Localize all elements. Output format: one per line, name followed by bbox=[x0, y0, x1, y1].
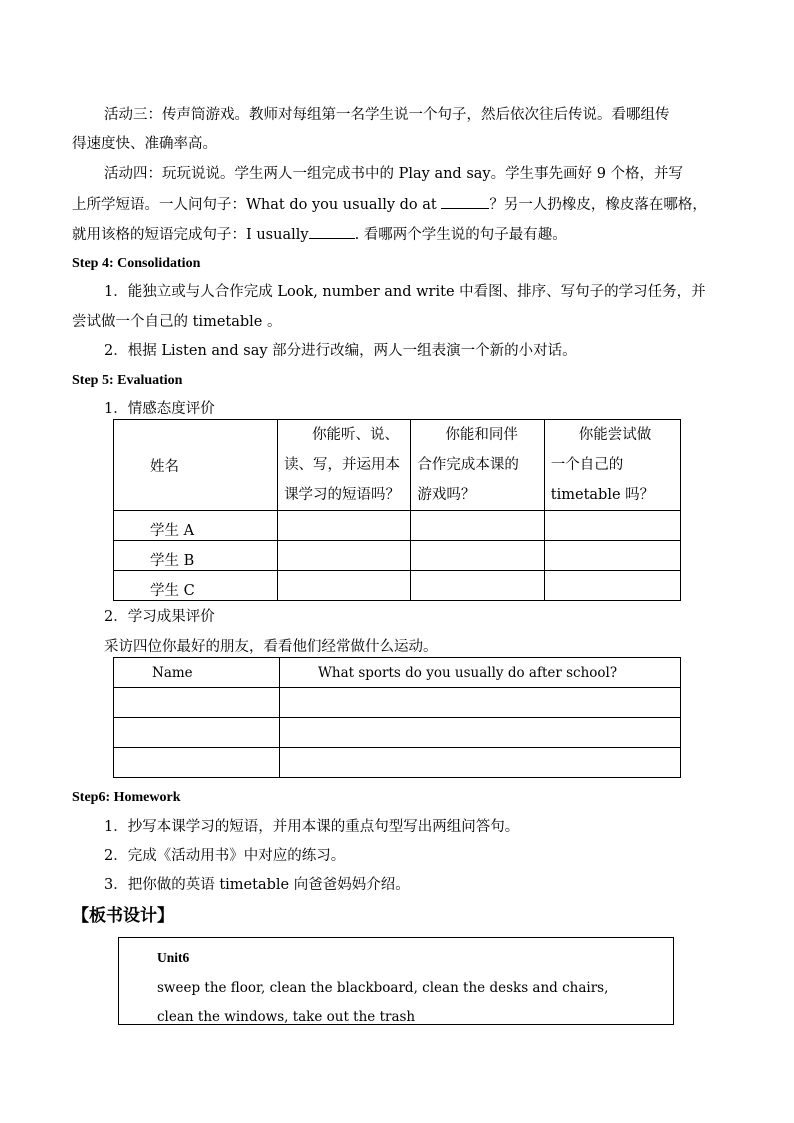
table-header-row bbox=[114, 420, 681, 511]
activity3-line2: 得速度快、准确率高。 bbox=[72, 136, 217, 152]
table-row bbox=[114, 718, 681, 748]
activity4-line3-after: . 看哪两个学生说的句子最有趣。 bbox=[354, 227, 567, 243]
attitude-evaluation-table bbox=[113, 419, 681, 601]
step4-item1-line2: 尝试做一个自己的 timetable 。 bbox=[72, 314, 282, 330]
table-row bbox=[114, 748, 681, 778]
table-row: 学生 B bbox=[114, 541, 681, 571]
activity4-line3-before: 就用该格的短语完成句子：I usually bbox=[72, 227, 309, 243]
header-col1: 你能听、说、 读、写，并运用本 课学习的短语吗？ bbox=[278, 420, 411, 511]
header-col2: 你能和同伴 合作完成本课的 游戏吗？ bbox=[411, 420, 544, 511]
step4-item1-line1: 1．能独立或与人合作完成 Look, number and write 中看图、排序、写句子的学习任务，并 bbox=[104, 284, 706, 300]
board-section-title: 【板书设计】 bbox=[72, 906, 174, 926]
activity4-line2-before: 上所学短语。一人问句子：What do you usually do at bbox=[72, 197, 442, 213]
step4-heading: Step 4: Consolidation bbox=[72, 256, 201, 271]
step4-item2: 2．根据 Listen and say 部分进行改编，两人一组表演一个新的小对话。 bbox=[104, 343, 577, 359]
step5-sub1: 1．情感态度评价 bbox=[104, 401, 215, 417]
step6-heading: Step6: Homework bbox=[72, 790, 181, 805]
table-row bbox=[114, 688, 681, 718]
step5-intro: 采访四位你最好的朋友，看看他们经常做什么运动。 bbox=[104, 639, 438, 655]
header-name: Name bbox=[114, 658, 280, 688]
step6-item3: 3．把你做的英语 timetable 向爸爸妈妈介绍。 bbox=[104, 877, 410, 893]
header-col3: 你能尝试做 一个自己的 timetable 吗？ bbox=[544, 420, 680, 511]
table-row: 学生 C bbox=[114, 571, 681, 601]
activity4-line2 bbox=[72, 194, 707, 215]
board-design-box bbox=[118, 937, 674, 1025]
step5-heading: Step 5: Evaluation bbox=[72, 373, 183, 388]
step6-item1: 1．抄写本课学习的短语，并用本课的重点句型写出两组问答句。 bbox=[104, 819, 520, 835]
header-question: What sports do you usually do after school? bbox=[280, 658, 681, 688]
header-name: 姓名 bbox=[114, 420, 278, 511]
activity4-line1: 活动四：玩玩说说。学生两人一组完成书中的 Play and say。学生事先画好 9 个格，并写 bbox=[104, 166, 684, 182]
board-line2: clean the windows, take out the trash bbox=[157, 1009, 416, 1025]
step6-item2: 2．完成《活动用书》中对应的练习。 bbox=[104, 848, 346, 864]
activity4-line2-after: ？另一人扔橡皮，橡皮落在哪格， bbox=[489, 197, 707, 213]
table-row: 学生 A bbox=[114, 511, 681, 541]
answer-blank bbox=[441, 194, 489, 209]
table-header-row bbox=[114, 658, 681, 688]
sports-interview-table bbox=[113, 657, 681, 778]
board-unit: Unit6 bbox=[157, 950, 190, 965]
board-line1: sweep the floor, clean the blackboard, clean the desks and chairs, bbox=[157, 980, 609, 996]
activity3-line1: 活动三：传声筒游戏。教师对每组第一名学生说一个句子，然后依次往后传说。看哪组传 bbox=[104, 107, 670, 123]
answer-blank bbox=[309, 224, 355, 239]
step5-sub2: 2．学习成果评价 bbox=[104, 609, 215, 625]
activity4-line3 bbox=[72, 224, 567, 245]
